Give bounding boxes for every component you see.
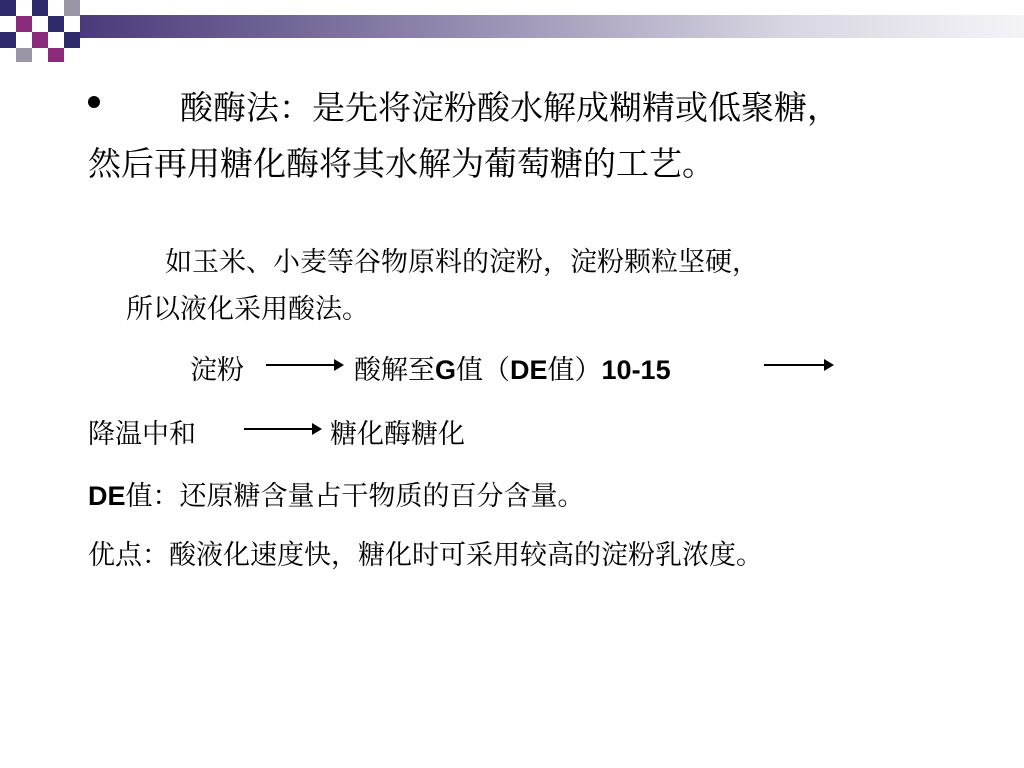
bullet-icon [88, 96, 100, 108]
flow-step-neutralize: 降温中和 [88, 419, 196, 450]
flow-step-starch: 淀粉 [190, 355, 244, 386]
flow-step-saccharify: 糖化酶糖化 [330, 419, 465, 450]
heading-line2: 然后再用糖化酶将其水解为葡萄糖的工艺。 [88, 144, 715, 183]
header-decoration [0, 0, 1024, 62]
advantage-text: 优点：酸液化速度快，糖化时可采用较高的淀粉乳浓度。 [88, 540, 763, 571]
de-definition: DE值：还原糖含量占干物质的百分含量。 [88, 481, 585, 512]
checker-logo [0, 0, 80, 62]
example-line2: 所以液化采用酸法。 [126, 294, 369, 325]
flow-arrow-3 [244, 428, 320, 430]
example-line1: 如玉米、小麦等谷物原料的淀粉，淀粉颗粒坚硬， [165, 247, 759, 278]
flow-arrow-2 [764, 364, 832, 366]
heading-line1: 酸酶法：是先将淀粉酸水解成糊精或低聚糖， [180, 88, 840, 127]
flow-step-acid-hydrolysis: 酸解至G值（DE值）10-15 [354, 355, 671, 386]
header-gradient-bar [80, 15, 1024, 38]
flow-arrow-1 [266, 364, 342, 366]
